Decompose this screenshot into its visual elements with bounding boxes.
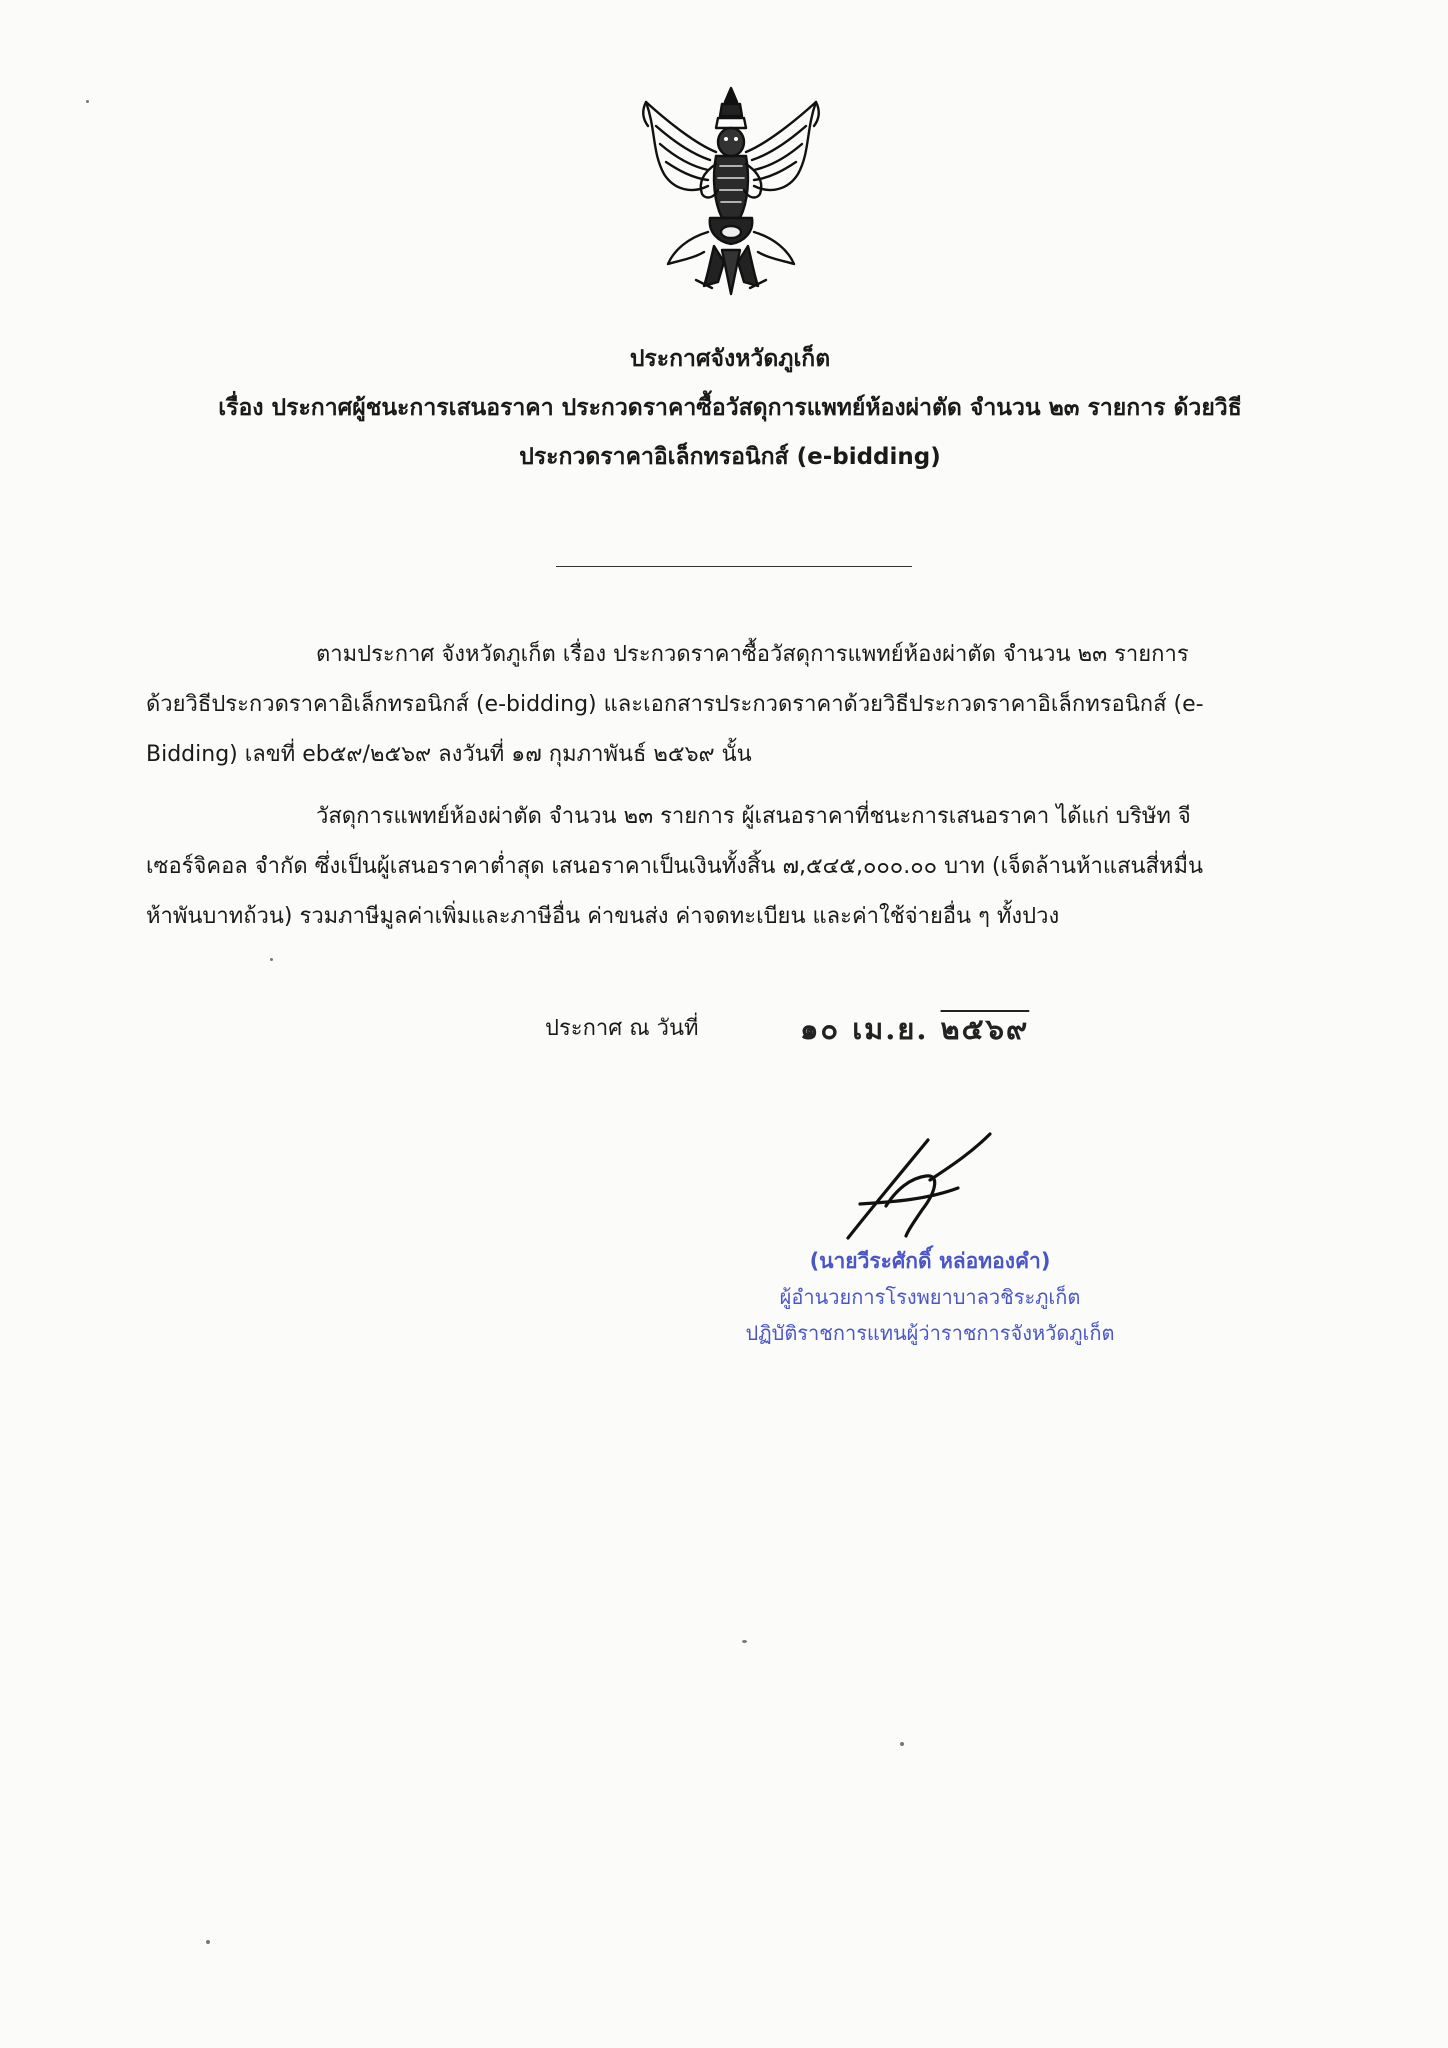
- paragraph-2-line: เซอร์จิคอล จำกัด ซึ่งเป็นผู้เสนอราคาต่ำสุด เสนอราคาเป็นเงินทั้งสิ้น ๗,๕๔๕,๐๐๐.๐๐ บาท (เจ็ดล้านห้าแสนสี่หมื่น: [146, 854, 1204, 879]
- scan-speck: [86, 100, 89, 103]
- scan-speck: [742, 1640, 747, 1643]
- paragraph-1: [146, 630, 1306, 780]
- signer-name: (นายวีระศักดิ์ หล่อทองคำ): [809, 1249, 1051, 1273]
- paragraph-1-line: ตามประกาศ จังหวัดภูเก็ต เรื่อง ประกวดราคาซื้อวัสดุการแพทย์ห้องผ่าตัด จำนวน ๒๓ รายการ: [316, 642, 1189, 667]
- title-line-3: ประกวดราคาอิเล็กทรอนิกส์ (e-bidding): [519, 444, 941, 470]
- announcement-label: ประกาศ ณ วันที่: [545, 1016, 699, 1041]
- scan-speck: [206, 1940, 210, 1944]
- paragraph-2: [146, 792, 1306, 942]
- handwritten-signature: [830, 1118, 1010, 1248]
- title-line-1: ประกาศจังหวัดภูเก็ต: [629, 346, 831, 372]
- signer-position-1: ผู้อำนวยการโรงพยาบาลวชิระภูเก็ต: [779, 1285, 1081, 1309]
- date-day: ๑๐: [800, 1012, 841, 1046]
- document-title: [120, 335, 1340, 482]
- date-month: เม.ย.: [852, 1012, 929, 1046]
- paragraph-2-line: วัสดุการแพทย์ห้องผ่าตัด จำนวน ๒๓ รายการ ผู้เสนอราคาที่ชนะการเสนอราคา ได้แก่ บริษัท จี: [316, 804, 1191, 829]
- signer-position-2: ปฏิบัติราชการแทนผู้ว่าราชการจังหวัดภูเก็ต: [745, 1321, 1115, 1345]
- scan-speck: [270, 958, 273, 961]
- date-stamp: [800, 1006, 1029, 1052]
- paragraph-1-line: ด้วยวิธีประกวดราคาอิเล็กทรอนิกส์ (e-bidding) และเอกสารประกวดราคาด้วยวิธีประกวดราคาอิเล็กทรอนิกส์ (e-: [146, 692, 1204, 717]
- scan-speck: [900, 1742, 904, 1746]
- date-year: ๒๕๖๙: [940, 1012, 1030, 1046]
- signer-block: [690, 1243, 1170, 1351]
- paragraph-1-line: Bidding) เลขที่ eb๕๙/๒๕๖๙ ลงวันที่ ๑๗ กุมภาพันธ์ ๒๕๖๙ นั้น: [146, 742, 752, 767]
- title-line-2: เรื่อง ประกาศผู้ชนะการเสนอราคา ประกวดราคาซื้อวัสดุการแพทย์ห้องผ่าตัด จำนวน ๒๓ รายการ ด้วยวิธี: [218, 395, 1242, 421]
- title-divider: [556, 566, 912, 567]
- garuda-emblem-icon: [638, 82, 824, 298]
- paragraph-2-line: ห้าพันบาทถ้วน) รวมภาษีมูลค่าเพิ่มและภาษีอื่น ค่าขนส่ง ค่าจดทะเบียน และค่าใช้จ่ายอื่น ๆ ทั้งปวง: [146, 904, 1060, 929]
